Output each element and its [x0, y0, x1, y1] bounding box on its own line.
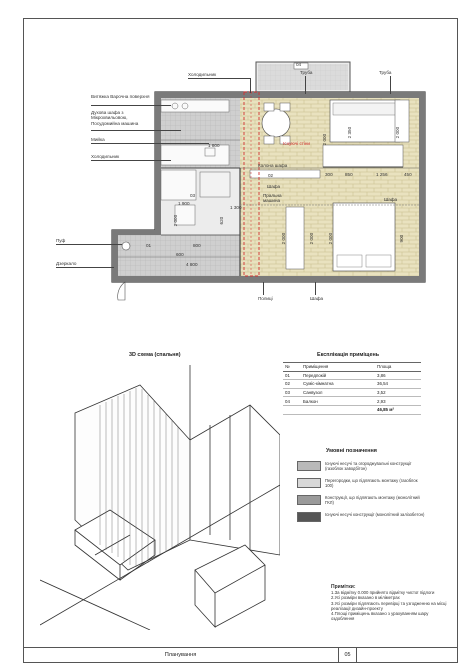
dim-label: 2 350	[347, 126, 353, 139]
callout-mirror: Дзеркало	[56, 261, 77, 266]
callout-pipe-1: Труба	[300, 70, 313, 75]
callout-column-cabinet: Колона шафа	[258, 163, 288, 168]
callout-sink: Мийка	[91, 137, 105, 142]
header-number: №	[283, 363, 301, 372]
note-item: 1.За відмітку 0.000 прийнято відмітку чистої підлоги	[331, 590, 435, 596]
room-number-01: 01	[146, 243, 152, 248]
callout-washing-machine: Пральна машина	[263, 193, 282, 204]
sheet-name: Планування	[23, 648, 339, 663]
dim-label: 2 000	[309, 232, 315, 245]
explication-title: Експлікація приміщень	[317, 352, 380, 358]
dim-label: 2 000	[173, 214, 179, 227]
explication-table	[283, 362, 421, 415]
dim-label: 2 000	[328, 232, 334, 245]
room-number-03: 03	[190, 193, 196, 198]
callout-pipe-2: Труба	[379, 70, 392, 75]
total-area: 46,85 м²	[375, 405, 421, 414]
room-number-04: 04	[296, 62, 302, 67]
callout-hood: Витяжка Варочна поверхня	[91, 94, 150, 99]
legend-swatch-concrete	[297, 512, 321, 522]
callout-oven: Духова шафа з Мікрохвильовою, Посудомийна машина	[91, 110, 139, 126]
dim-label: 2 000	[322, 133, 328, 146]
note-item: 3.Усі розміри підлягають перевірці та узгодженню на місці реалізації дизайн-проекту	[331, 600, 447, 611]
table-row: 04 Балкон 2,93	[283, 397, 421, 406]
table-header-row	[283, 363, 421, 372]
header-area: Площа	[375, 363, 421, 372]
callout-wardrobe-1: Шафа	[267, 184, 281, 189]
dim-label: 2 000	[281, 232, 287, 245]
callout-fridge-top: Холодильник	[188, 72, 217, 77]
legend-swatch-existing-walls	[297, 461, 321, 471]
callout-shelves: Полиці	[258, 296, 273, 301]
schema-3d-drawing	[40, 365, 280, 630]
legend-text: Існуючі несучі та огороджувальні конструкції (газоблок заводбітон)	[325, 461, 412, 471]
dim-label: 800	[193, 243, 201, 248]
dim-label: 300	[325, 172, 333, 177]
dim-label: 900	[399, 234, 405, 243]
dim-label: 450	[404, 172, 412, 177]
legend-swatch-partitions	[297, 478, 321, 488]
callout-existing-walls: Існуючі стіни	[283, 141, 310, 146]
dim-label: 1 256	[376, 172, 388, 177]
dim-label: 2 000	[395, 126, 401, 139]
callout-wardrobe-2: Шафа	[384, 197, 398, 202]
dim-label: 1 800	[208, 143, 220, 148]
legend-title: Умовні позначення	[326, 448, 377, 454]
note-item: 4.Площі приміщень вказано з урахуванням шару оздоблення	[331, 611, 429, 622]
room-number-02: 02	[268, 173, 274, 178]
legend-swatch-gkl	[297, 495, 321, 505]
title-block	[23, 647, 458, 663]
notes-block	[331, 585, 451, 621]
dim-label: 850	[345, 172, 353, 177]
legend-text: Перегородки, що підлягають монтажу (газоблок 100)	[325, 478, 418, 488]
table-row: 01 Передпокій 3,86	[283, 371, 421, 380]
table-total-row	[283, 405, 421, 414]
callout-wardrobe-bottom: Шафа	[310, 296, 324, 301]
header-room: Приміщення	[301, 363, 375, 372]
dim-label: 1 900	[178, 201, 190, 206]
callout-fridge-left: Холодильник	[91, 154, 120, 159]
legend-text: Існуючі несучі конструкції (монолітний залізобетон)	[325, 512, 425, 517]
notes-title: Примітки:	[331, 584, 356, 590]
table-row: 02 Суміс-кімнатна 36,54	[283, 380, 421, 389]
callout-pouf: Пуф	[56, 238, 66, 243]
dim-label: 4 800	[186, 262, 198, 267]
schema-3d-title: 3D схема (спальня)	[129, 352, 181, 358]
table-row: 03 Санвузол 3,52	[283, 388, 421, 397]
dim-label: 620	[219, 216, 225, 225]
sheet-number: 05	[339, 648, 357, 663]
dim-label: 600	[176, 252, 184, 257]
dim-label: 1 300	[230, 205, 242, 210]
legend-text: Конструкції, що підлягають монтажу (монолітний ГКЛ)	[325, 495, 420, 505]
note-item: 2.Усі розміри вказано в міліметрах	[331, 595, 400, 601]
